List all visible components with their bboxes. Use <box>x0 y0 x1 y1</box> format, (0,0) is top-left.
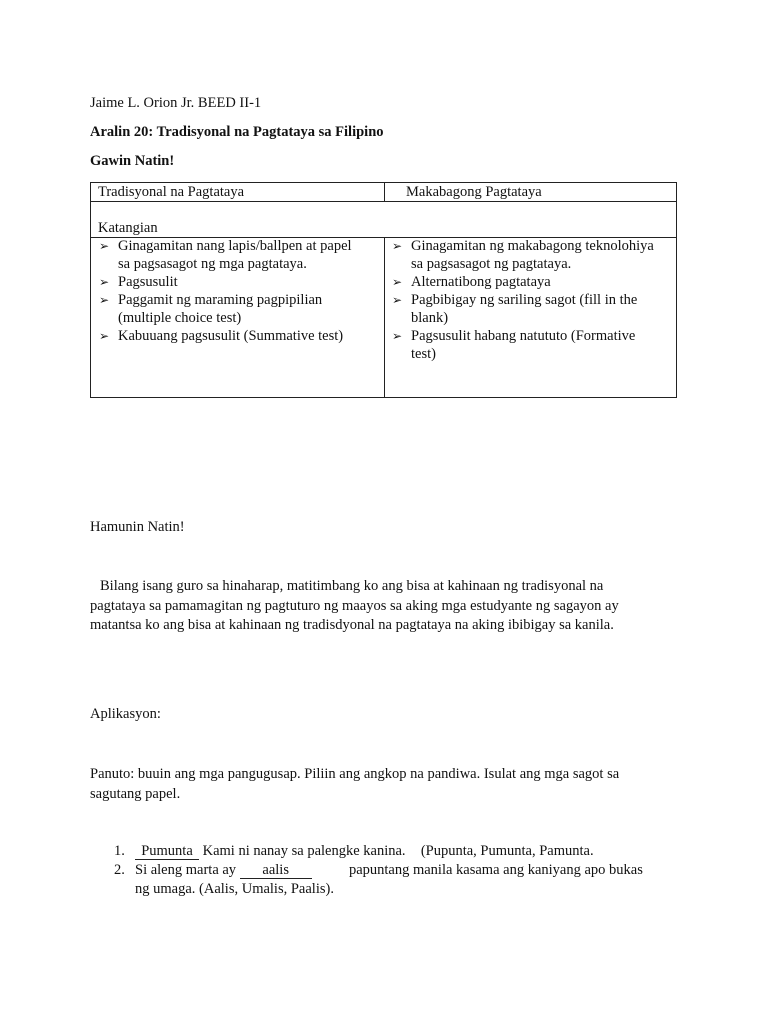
author-line: Jaime L. Orion Jr. BEED II-1 <box>90 95 262 111</box>
question-text: ng umaga. <box>135 881 196 897</box>
list-item-text: Pagsusulit <box>118 274 178 290</box>
question-choices: (Aalis, Umalis, Paalis). <box>199 881 334 897</box>
activity-title: Gawin Natin! <box>90 153 175 169</box>
answer-blank: aalis <box>240 863 312 879</box>
question-item-2-continuation <box>135 881 334 898</box>
item-number: 1. <box>114 843 125 859</box>
challenge-paragraph: Bilang isang guro sa hinaharap, matitimbang ko ang bisa at kahinaan ng tradisyonal na pagtataya sa pamamagitan ng pagtuturo ng maayos sa aking mga estudyante ng sagayon ay matantsa ko ang bisa at kahinaan ng tradisdyonal na pagtataya na aking ibibigay sa kanila. <box>90 578 619 633</box>
table-header-modern: Makabagong Pagtataya <box>406 184 542 200</box>
arrow-bullet-icon: ➢ <box>392 293 403 307</box>
arrow-bullet-icon: ➢ <box>99 329 110 343</box>
question-item-1 <box>135 843 594 860</box>
table-header-col-divider <box>384 183 385 201</box>
arrow-bullet-icon: ➢ <box>392 275 403 289</box>
table-header-divider <box>91 201 676 202</box>
application-title: Aplikasyon: <box>90 706 161 722</box>
list-item <box>384 327 659 363</box>
arrow-bullet-icon: ➢ <box>392 239 403 253</box>
challenge-title: Hamunin Natin! <box>90 519 185 535</box>
list-item-text: Alternatibong pagtataya <box>411 274 551 290</box>
application-instructions: Panuto: buuin ang mga pangugusap. Piliin ang angkop na pandiwa. Isulat ang mga sagot sa sagutang papel. <box>90 766 620 802</box>
list-item-text: Paggamit ng maraming pagpipilian (multiple choice test) <box>118 292 323 326</box>
answer-blank: Pumunta <box>135 844 199 860</box>
question-text: Kami ni nanay sa palengke kanina. <box>202 843 406 859</box>
list-item <box>91 237 361 273</box>
comparison-table <box>90 182 677 398</box>
question-item-2 <box>135 862 643 879</box>
list-item-text: Ginagamitan ng makabagong teknolohiya sa pagsasagot ng pagtataya. <box>411 238 654 272</box>
arrow-bullet-icon: ➢ <box>392 329 403 343</box>
traditional-list <box>91 237 361 345</box>
list-item-text: Pagbibigay ng sariling sagot (fill in the blank) <box>411 292 638 326</box>
list-item <box>384 237 659 273</box>
table-row-label: Katangian <box>98 220 158 236</box>
question-text-after: papuntang manila kasama ang kaniyang apo bukas <box>348 862 643 878</box>
list-item-text: Ginagamitan nang lapis/ballpen at papel sa pagsasagot ng mga pagtataya. <box>118 238 352 272</box>
lesson-title: Aralin 20: Tradisyonal na Pagtataya sa Filipino <box>90 124 384 140</box>
arrow-bullet-icon: ➢ <box>99 239 110 253</box>
question-choices: (Pupunta, Pumunta, Pamunta. <box>420 843 594 859</box>
arrow-bullet-icon: ➢ <box>99 275 110 289</box>
list-item <box>91 327 361 345</box>
table-header-traditional: Tradisyonal na Pagtataya <box>98 184 245 200</box>
modern-list <box>384 237 659 363</box>
list-item-text: Kabuuang pagsusulit (Summative test) <box>118 328 344 344</box>
list-item <box>384 291 659 327</box>
question-text-before: Si aleng marta ay <box>135 862 237 878</box>
item-number: 2. <box>114 862 125 878</box>
arrow-bullet-icon: ➢ <box>99 293 110 307</box>
list-item <box>91 291 361 327</box>
list-item <box>384 273 659 291</box>
list-item-text: Pagsusulit habang natututo (Formative test) <box>411 328 636 362</box>
list-item <box>91 273 361 291</box>
